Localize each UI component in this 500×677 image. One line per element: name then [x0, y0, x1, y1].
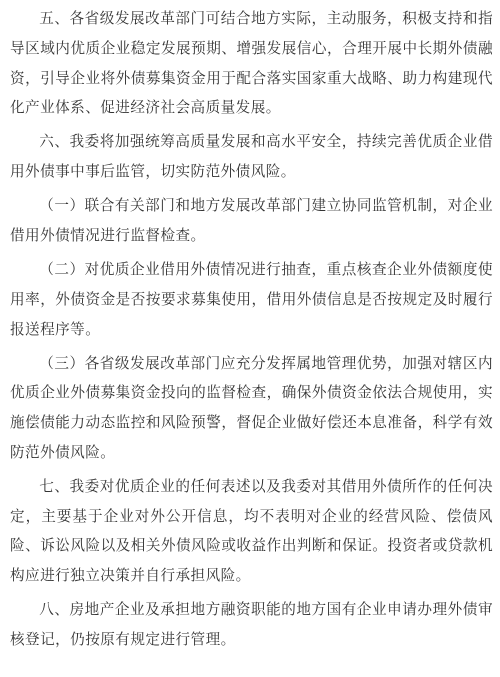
paragraph-6: 六、我委将加强统筹高质量发展和高水平安全，持续完善优质企业借用外债事中事后监管，切实防范外债风险。 — [10, 133, 493, 181]
paragraph-5: 五、各省级发展改革部门可结合地方实际，主动服务，积极支持和指导区域内优质企业稳定发展预期、增强发展信心，合理开展中长期外债融资，引导企业将外债募集资金用于配合落实国家重大战略、助力构建现代化产业体系、促进经济社会高质量发展。 — [10, 10, 493, 117]
paragraph-7: 七、我委对优质企业的任何表述以及我委对其借用外债所作的任何决定，主要基于企业对外公开信息，均不表明对企业的经营风险、偿债风险、诉讼风险以及相关外债风险或收益作出判断和保证。投资者或贷款机构应进行独立决策并自行承担风险。 — [10, 477, 493, 585]
paragraph-6-2: （二）对优质企业借用外债情况进行抽查，重点核查企业外债额度使用率，外债资金是否按要求募集使用，借用外债信息是否按规定及时履行报送程序等。 — [10, 260, 493, 338]
document-body — [10, 4, 493, 655]
paragraph-8: 八、房地产企业及承担地方融资职能的地方国有企业申请办理外债审核登记，仍按原有规定进行管理。 — [10, 601, 493, 649]
paragraph-6-3: （三）各省级发展改革部门应充分发挥属地管理优势，加强对辖区内优质企业外债募集资金投向的监督检查，确保外债资金依法合规使用，实施偿债能力动态监控和风险预警，督促企业做好偿还本息准备，科学有效防范外债风险。 — [10, 354, 493, 461]
paragraph-6-1: （一）联合有关部门和地方发展改革部门建立协同监管机制，对企业借用外债情况进行监督检查。 — [10, 197, 493, 244]
